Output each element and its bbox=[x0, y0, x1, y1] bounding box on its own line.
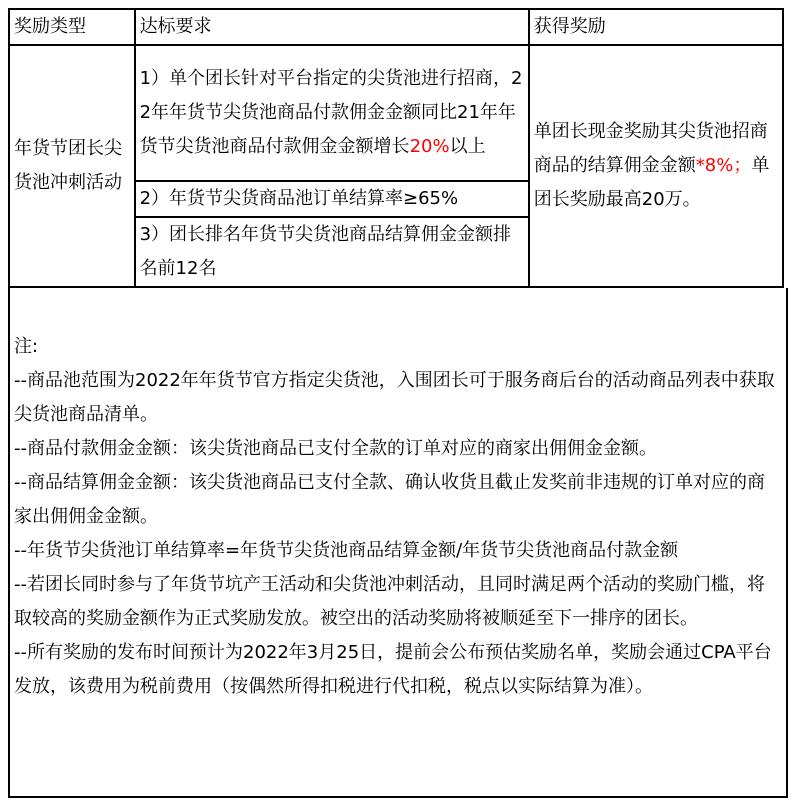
reward-type-cell bbox=[9, 45, 135, 287]
growth-highlight: 20% bbox=[409, 136, 450, 157]
reward-rate-highlight: *8%； bbox=[695, 155, 752, 176]
header-reward-type: 奖励类型 bbox=[9, 9, 135, 45]
note-item: --若团长同时参与了年货节坑产王活动和尖货池冲刺活动，且同时满足两个活动的奖励门槛，将取较高的奖励金额作为正式奖励发放。被空出的活动奖励将被顺延至下一排序的团长。 bbox=[14, 574, 765, 629]
header-requirements: 达标要求 bbox=[135, 9, 529, 45]
requirement-2-cell bbox=[135, 181, 529, 217]
note-item: --商品池范围为2022年年货节官方指定尖货池，入围团长可于服务商后台的活动商品列表中获取尖货池商品清单。 bbox=[14, 370, 775, 425]
notes-section bbox=[8, 288, 788, 798]
reward-table bbox=[8, 8, 784, 288]
requirement-1-suffix: 以上 bbox=[449, 136, 486, 157]
reward-cap-text: 单团长奖励最高20万。 bbox=[533, 155, 770, 210]
table-row bbox=[9, 45, 783, 181]
reward-cell bbox=[529, 45, 783, 287]
requirement-3-cell bbox=[135, 217, 529, 287]
reward-type-text: 年货节团长尖货池冲刺活动 bbox=[14, 138, 122, 193]
requirement-3-text: 3）团长排名年货节尖货池商品结算佣金金额排名前12名 bbox=[139, 224, 512, 279]
requirement-1-cell bbox=[135, 45, 529, 181]
reward-document bbox=[8, 8, 784, 798]
header-reward: 获得奖励 bbox=[529, 9, 783, 45]
requirement-1-text: 1）单个团长针对平台指定的尖货池进行招商，22年年货节尖货池商品付款佣金金额同比21年年货节尖货池商品付款佣金金额增长 bbox=[139, 68, 523, 157]
note-item: --所有奖励的发布时间预计为2022年3月25日，提前会公布预估奖励名单，奖励会通过CPA平台发放，该费用为税前费用（按偶然所得扣税进行代扣税，税点以实际结算为准）。 bbox=[14, 642, 772, 697]
notes-spacer bbox=[14, 288, 786, 330]
note-item: --商品付款佣金金额：该尖货池商品已支付全款的订单对应的商家出佣佣金金额。 bbox=[14, 438, 657, 459]
note-item: --商品结算佣金金额：该尖货池商品已支付全款、确认收货且截止发奖前非违规的订单对应的商家出佣佣金金额。 bbox=[14, 472, 765, 527]
requirement-2-text: 2）年货节尖货商品池订单结算率≥65% bbox=[139, 188, 459, 209]
notes-title: 注: bbox=[14, 336, 39, 357]
note-item: --年货节尖货池订单结算率=年货节尖货池商品结算金额/年货节尖货池商品付款金额 bbox=[14, 540, 679, 561]
table-header-row bbox=[9, 9, 783, 45]
reward-text: 单团长现金奖励其尖货池招商商品的结算佣金金额 bbox=[533, 121, 768, 176]
